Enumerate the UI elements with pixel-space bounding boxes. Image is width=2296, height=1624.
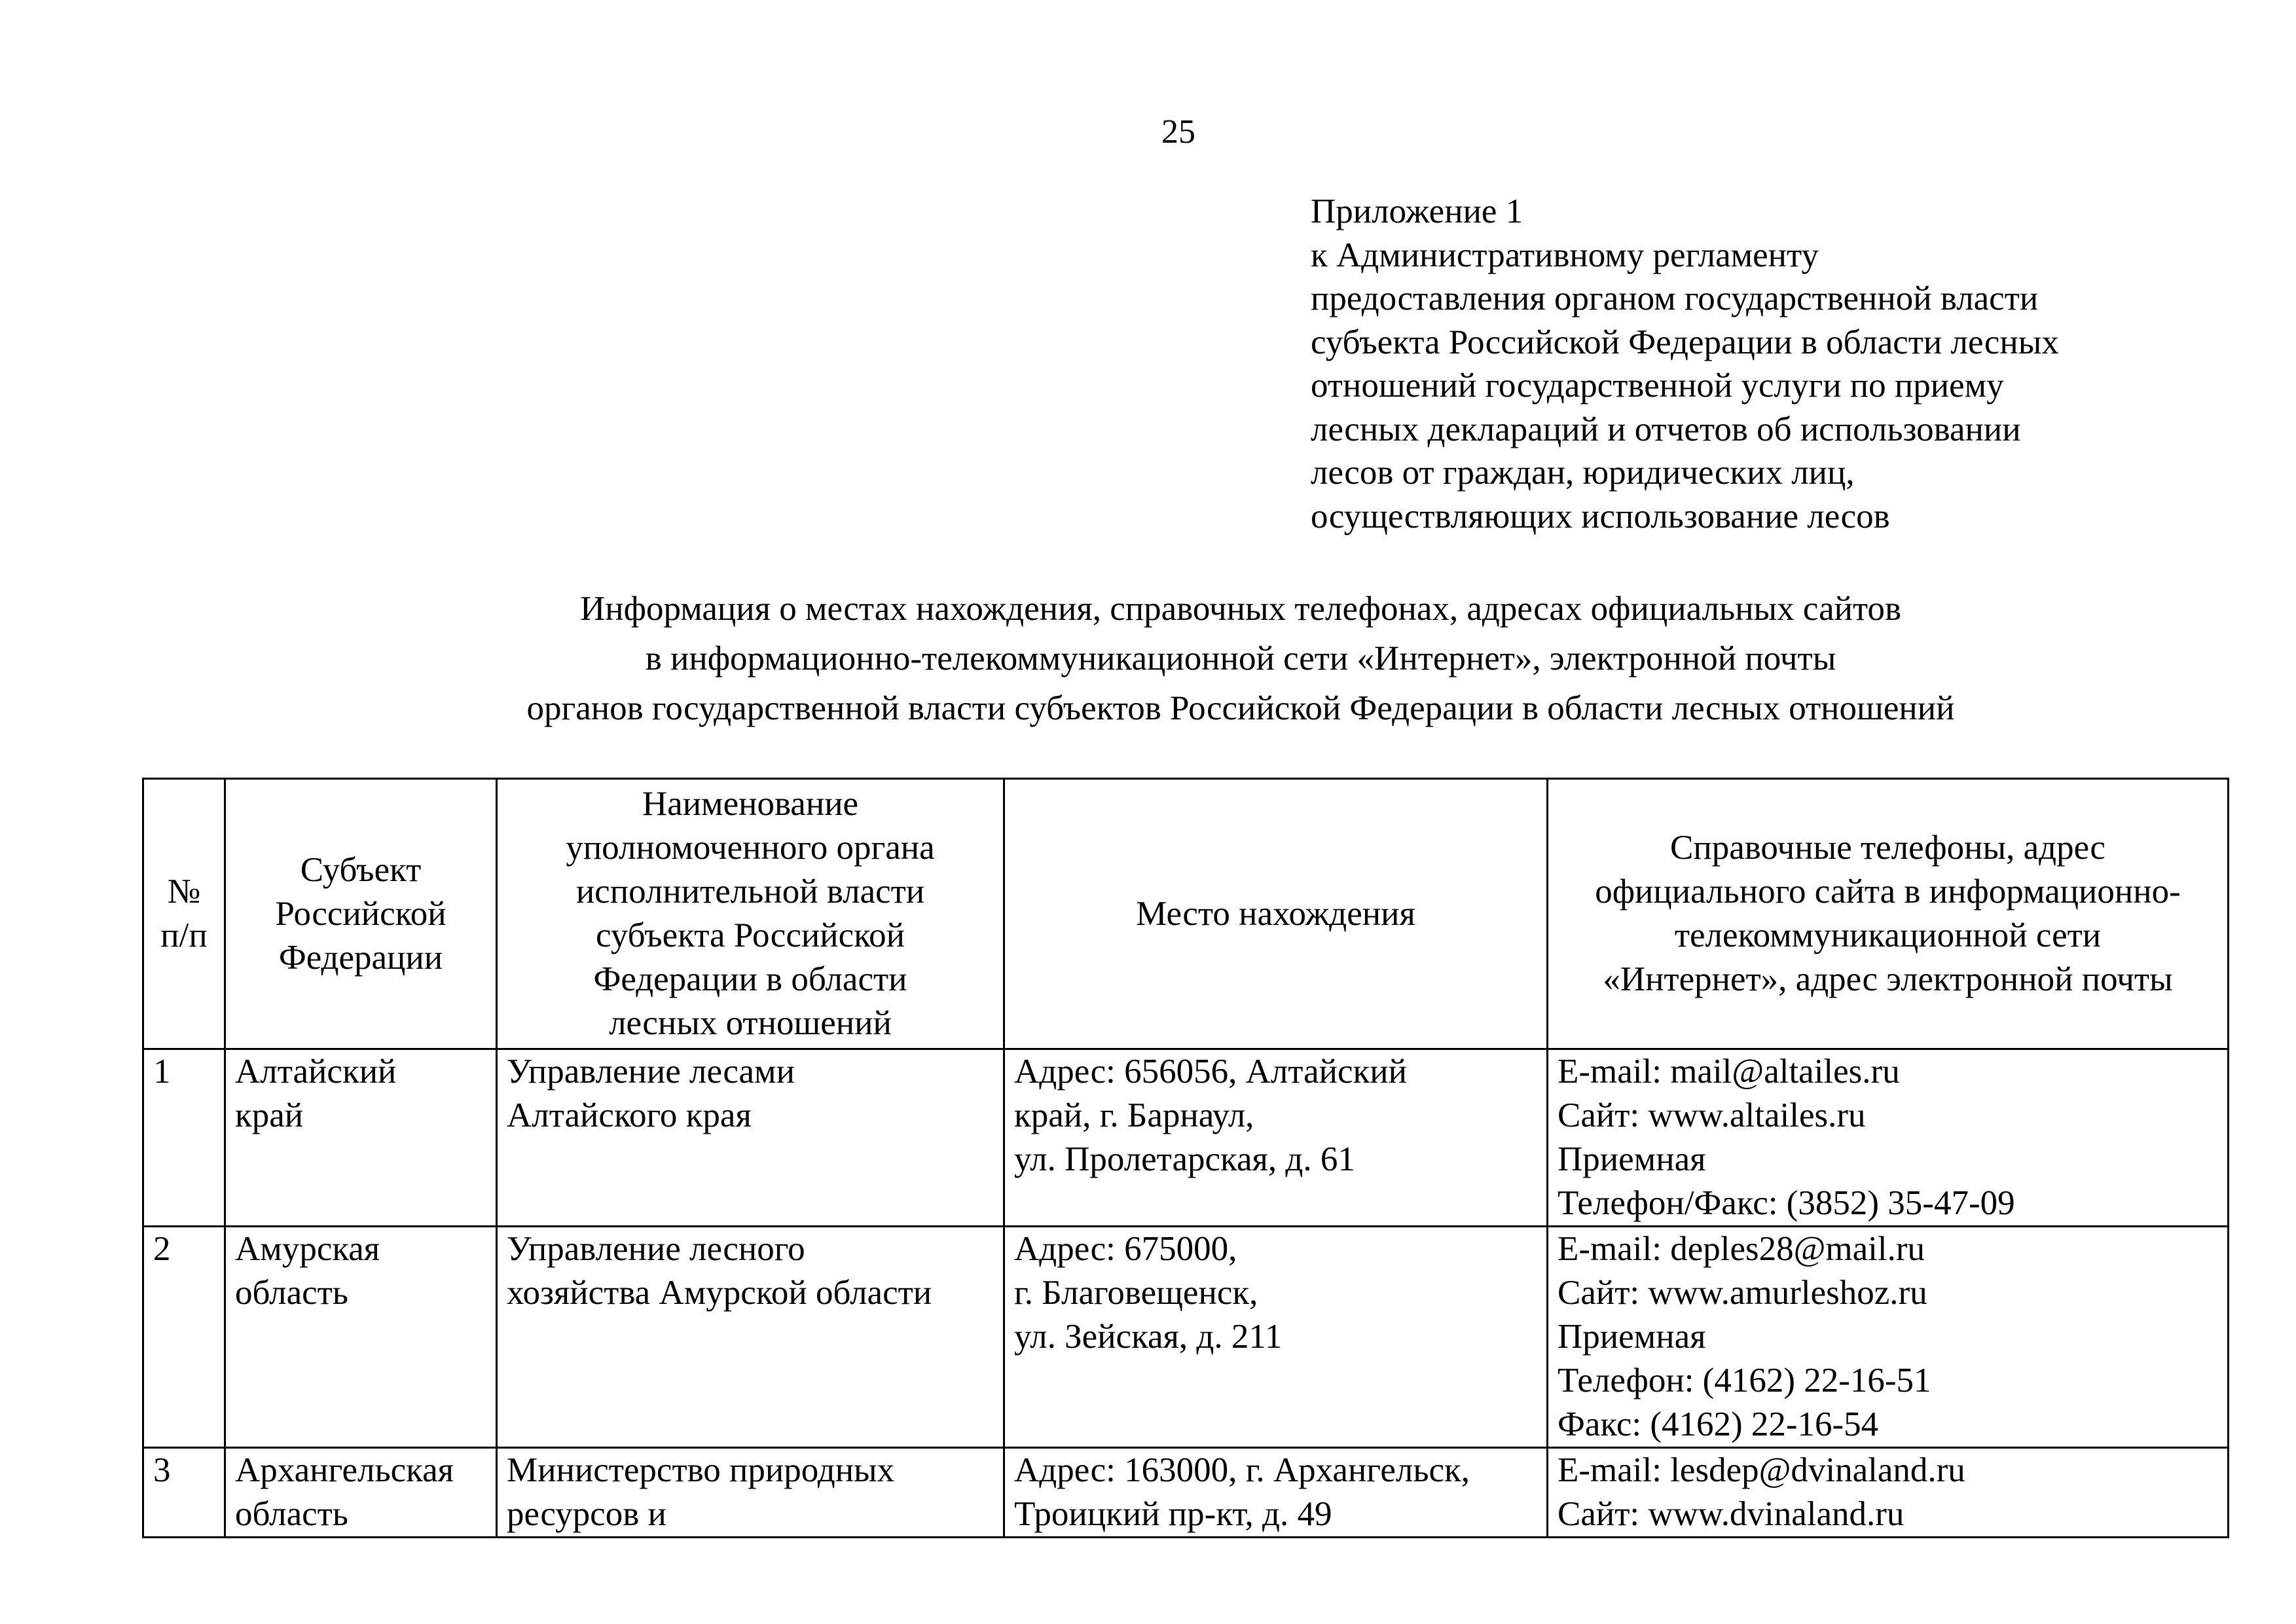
document-title	[327, 584, 2154, 733]
row-subject: Алтайский край	[225, 1049, 497, 1227]
header-subject: Субъект Российской Федерации	[225, 779, 497, 1049]
table-row	[143, 1448, 2229, 1538]
row-contacts: E-mail: lesdep@dvinaland.ru Сайт: www.dvinaland.ru	[1548, 1448, 2229, 1538]
row-subject: Амурская область	[225, 1227, 497, 1448]
title-line: в информационно-телекоммуникационной сети «Интернет», электронной почты	[645, 640, 1836, 677]
appendix-line: осуществляющих использование лесов	[1311, 497, 1890, 535]
appendix-line: к Административному регламенту	[1311, 236, 1819, 274]
row-location: Адрес: 656056, Алтайский край, г. Барнаул, ул. Пролетарская, д. 61	[1004, 1049, 1548, 1227]
appendix-line: лесных деклараций и отчетов об использовании	[1311, 410, 2021, 448]
page-number: 25	[1161, 113, 1195, 151]
row-location: Адрес: 163000, г. Архангельск, Троицкий пр-кт, д. 49	[1004, 1448, 1548, 1538]
header-location: Место нахождения	[1004, 779, 1548, 1049]
header-contacts: Справочные телефоны, адрес официального сайта в информационно- телекоммуникационной сети «Интернет», адрес электронной почты	[1548, 779, 2229, 1049]
row-number: 1	[143, 1049, 225, 1227]
table-row	[143, 1227, 2229, 1448]
appendix-line: предоставления органом государственной власти	[1311, 280, 2039, 317]
appendix-block	[1311, 190, 2227, 538]
header-authority: Наименование уполномоченного органа исполнительной власти субъекта Российской Федерации в области лесных отношений	[497, 779, 1004, 1049]
row-number: 2	[143, 1227, 225, 1448]
row-location: Адрес: 675000, г. Благовещенск, ул. Зейская, д. 211	[1004, 1227, 1548, 1448]
appendix-line: лесов от граждан, юридических лиц,	[1311, 454, 1855, 492]
appendix-line: субъекта Российской Федерации в области лесных	[1311, 323, 2059, 361]
row-number: 3	[143, 1448, 225, 1538]
authorities-table	[142, 778, 2229, 1538]
appendix-line: отношений государственной услуги по приему	[1311, 367, 2004, 405]
row-subject: Архангельская область	[225, 1448, 497, 1538]
row-authority: Управление лесного хозяйства Амурской области	[497, 1227, 1004, 1448]
row-contacts: E-mail: mail@altailes.ru Сайт: www.altailes.ru Приемная Телефон/Факс: (3852) 35-47-09	[1548, 1049, 2229, 1227]
header-number: № п/п	[143, 779, 225, 1049]
row-authority: Министерство природных ресурсов и	[497, 1448, 1004, 1538]
appendix-line: Приложение 1	[1311, 192, 1523, 230]
title-line: органов государственной власти субъектов Российской Федерации в области лесных отношений	[526, 689, 1955, 727]
row-authority: Управление лесами Алтайского края	[497, 1049, 1004, 1227]
title-line: Информация о местах нахождения, справочных телефонах, адресах официальных сайтов	[580, 590, 1901, 628]
table-row	[143, 1049, 2229, 1227]
row-contacts: E-mail: deples28@mail.ru Сайт: www.amurleshoz.ru Приемная Телефон: (4162) 22-16-51 Факс: (4162) 22-16-54	[1548, 1227, 2229, 1448]
table-header-row	[143, 779, 2229, 1049]
